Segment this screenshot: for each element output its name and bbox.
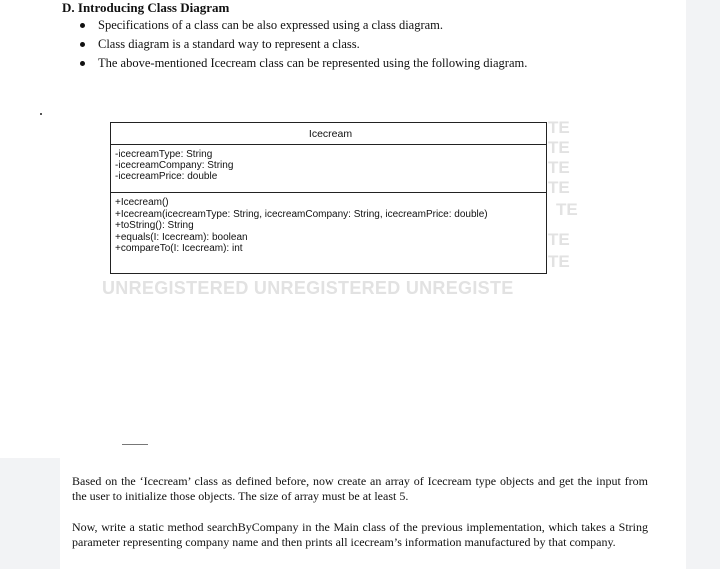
- instruction-paragraph: Based on the ‘Icecream’ class as defined before, now create an array of Icecream type objects and get the input from the user to initialize those objects. The size of array must be at least 5.: [72, 474, 648, 503]
- uml-operation: +Icecream(icecreamType: String, icecreamCompany: String, icecreamPrice: double): [115, 208, 488, 220]
- watermark-fragment: TE: [548, 178, 570, 197]
- bullet-item: [78, 35, 527, 54]
- stray-dash: [122, 444, 148, 445]
- watermark-fragment: TE: [548, 138, 570, 157]
- bullet-list: [78, 16, 527, 73]
- stray-mark: [40, 113, 42, 115]
- uml-operation: +equals(I: Icecream): boolean: [115, 231, 248, 243]
- bullet-item: [78, 16, 527, 35]
- unregistered-watermark: UNREGISTERED UNREGISTERED UNREGISTE: [102, 278, 514, 298]
- bullet-dot-icon: [80, 23, 85, 28]
- section-heading: D. Introducing Class Diagram: [62, 0, 230, 15]
- watermark-fragment: TE: [548, 252, 570, 271]
- instruction-paragraph: Now, write a static method searchByCompany in the Main class of the previous implementation, which takes a String parameter representing company name and then prints all icecream’s information manufactured by that company.: [72, 520, 648, 549]
- bullet-text: The above-mentioned Icecream class can be represented using the following diagram.: [98, 56, 528, 70]
- bullet-text: Class diagram is a standard way to represent a class.: [98, 37, 360, 51]
- page-margin-bottom-left: [0, 458, 60, 569]
- bullet-dot-icon: [80, 42, 85, 47]
- uml-operation: +Icecream(): [115, 197, 169, 208]
- watermark-fragment: TE: [548, 118, 570, 137]
- watermark-fragment: TE: [548, 230, 570, 249]
- watermark-fragment: TE: [548, 158, 570, 177]
- page-margin-right: [686, 0, 720, 569]
- uml-operation: +compareTo(I: Icecream): int: [115, 243, 243, 254]
- bullet-item: [78, 54, 527, 73]
- uml-attribute: -icecreamType: String: [115, 149, 213, 160]
- bullet-dot-icon: [80, 61, 85, 66]
- uml-class-name: Icecream: [111, 123, 546, 145]
- uml-attribute: -icecreamPrice: double: [115, 171, 218, 182]
- uml-class-diagram: [110, 122, 547, 274]
- uml-attributes: [111, 145, 546, 193]
- uml-operations: [111, 193, 546, 255]
- uml-operation: +toString(): String: [115, 220, 194, 231]
- watermark-fragment: TE: [556, 200, 578, 219]
- bullet-text: Specifications of a class can be also expressed using a class diagram.: [98, 18, 444, 32]
- uml-attribute: -icecreamCompany: String: [115, 160, 234, 171]
